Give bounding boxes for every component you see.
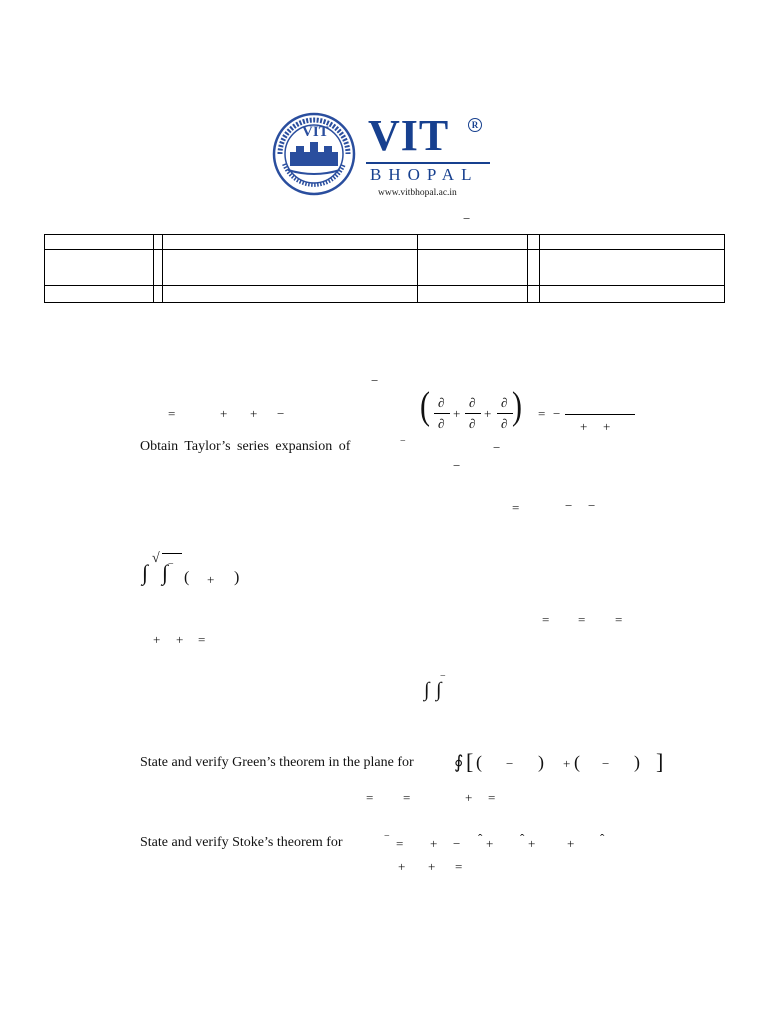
partial-symbol: ∂ — [501, 416, 508, 431]
partial-symbol: ∂ — [438, 395, 445, 410]
seal-text: VIT — [302, 124, 329, 140]
equals-sign: = — [488, 790, 496, 805]
plus-sign: + — [603, 419, 611, 434]
plus-sign: + — [563, 756, 571, 771]
table-row-divider — [44, 249, 725, 250]
right-paren: ) — [234, 569, 240, 586]
partial-symbol: ∂ — [501, 395, 508, 410]
plus-sign: + — [220, 406, 228, 421]
table-col-divider — [527, 234, 528, 303]
equals-sign: = — [512, 500, 520, 515]
minus-sign: − — [400, 436, 406, 447]
fraction-bar — [565, 414, 635, 415]
brand-website: www.vitbhopal.ac.in — [378, 188, 457, 198]
plus-sign: + — [428, 859, 436, 874]
hat-accent: ˆ — [600, 831, 605, 846]
registered-mark-icon: R — [468, 118, 482, 132]
minus-sign: − — [168, 559, 174, 570]
equals-sign: = — [168, 406, 176, 421]
plus-sign: + — [528, 836, 536, 851]
minus-sign: − — [277, 406, 285, 421]
table-row-divider — [44, 285, 725, 286]
equals-sign: = — [396, 836, 404, 851]
minus-sign: − — [553, 406, 561, 421]
plus-sign: + — [567, 836, 575, 851]
integral-symbol: ∫ — [142, 560, 149, 585]
vit-bhopal-wordmark — [364, 111, 494, 198]
brand-campus: BHOPAL — [370, 165, 479, 184]
right-paren: ) — [634, 752, 640, 772]
plus-sign: + — [580, 419, 588, 434]
right-bracket: ] — [656, 749, 664, 774]
equals-sign: = — [578, 612, 586, 627]
equals-sign: = — [366, 790, 374, 805]
plus-sign: + — [176, 632, 184, 647]
brand-name: VIT — [368, 111, 450, 160]
minus-sign: − — [493, 440, 501, 455]
minus-sign: − — [506, 756, 514, 771]
plus-sign: + — [398, 859, 406, 874]
partial-symbol: ∂ — [469, 416, 476, 431]
question-stokes-theorem: State and verify Stoke’s theorem for — [140, 835, 343, 850]
table-col-divider — [417, 234, 418, 303]
table-border-left — [44, 234, 45, 303]
equals-sign: = — [538, 406, 546, 421]
table-col-divider — [162, 234, 163, 303]
plus-sign: + — [484, 406, 492, 421]
plus-sign: + — [250, 406, 258, 421]
sqrt-symbol: √ — [152, 551, 160, 566]
right-paren: ) — [512, 384, 522, 428]
minus-sign: − — [453, 458, 461, 473]
left-paren: ( — [184, 569, 190, 586]
sqrt-bar — [162, 553, 182, 554]
integral-symbol: ∫ — [436, 679, 442, 701]
left-bracket: [ — [466, 749, 474, 774]
minus-sign: − — [371, 373, 379, 388]
plus-sign: + — [207, 572, 215, 587]
minus-sign: − — [384, 831, 390, 842]
plus-sign: + — [486, 836, 494, 851]
left-paren: ( — [476, 752, 482, 772]
left-paren: ( — [574, 752, 580, 772]
question-taylor-series: Obtain Taylor’s series expansion of — [140, 439, 351, 454]
question-greens-theorem: State and verify Green’s theorem in the plane for — [140, 755, 414, 770]
partial-symbol: ∂ — [469, 395, 476, 410]
fraction-bar — [497, 413, 513, 414]
fraction-bar — [434, 413, 450, 414]
contour-integral-symbol: ∮ — [454, 752, 464, 772]
equals-sign: = — [403, 790, 411, 805]
minus-sign: − — [453, 836, 461, 851]
hat-accent: ˆ — [478, 831, 483, 846]
table-border-right — [724, 234, 725, 303]
minus-sign: − — [463, 211, 471, 226]
plus-sign: + — [453, 406, 461, 421]
integral-symbol: ∫ — [424, 679, 430, 701]
table-border-top — [44, 234, 725, 235]
equals-sign: = — [615, 612, 623, 627]
equals-sign: = — [455, 859, 463, 874]
plus-sign: + — [153, 632, 161, 647]
minus-sign: − — [588, 498, 596, 513]
plus-sign: + — [430, 836, 438, 851]
table-border-bottom — [44, 302, 725, 303]
minus-sign: − — [602, 756, 610, 771]
table-col-divider — [539, 234, 540, 303]
integral-symbol: ∫ — [162, 560, 169, 585]
plus-sign: + — [465, 790, 473, 805]
equals-sign: = — [542, 612, 550, 627]
exam-header-table — [44, 234, 725, 303]
right-paren: ) — [538, 752, 544, 772]
minus-sign: − — [440, 671, 446, 682]
table-col-divider — [153, 234, 154, 303]
left-paren: ( — [420, 384, 430, 428]
equals-sign: = — [198, 632, 206, 647]
partial-symbol: ∂ — [438, 416, 445, 431]
hat-accent: ˆ — [520, 831, 525, 846]
brand-divider — [366, 162, 490, 164]
fraction-bar — [465, 413, 481, 414]
minus-sign: − — [565, 498, 573, 513]
